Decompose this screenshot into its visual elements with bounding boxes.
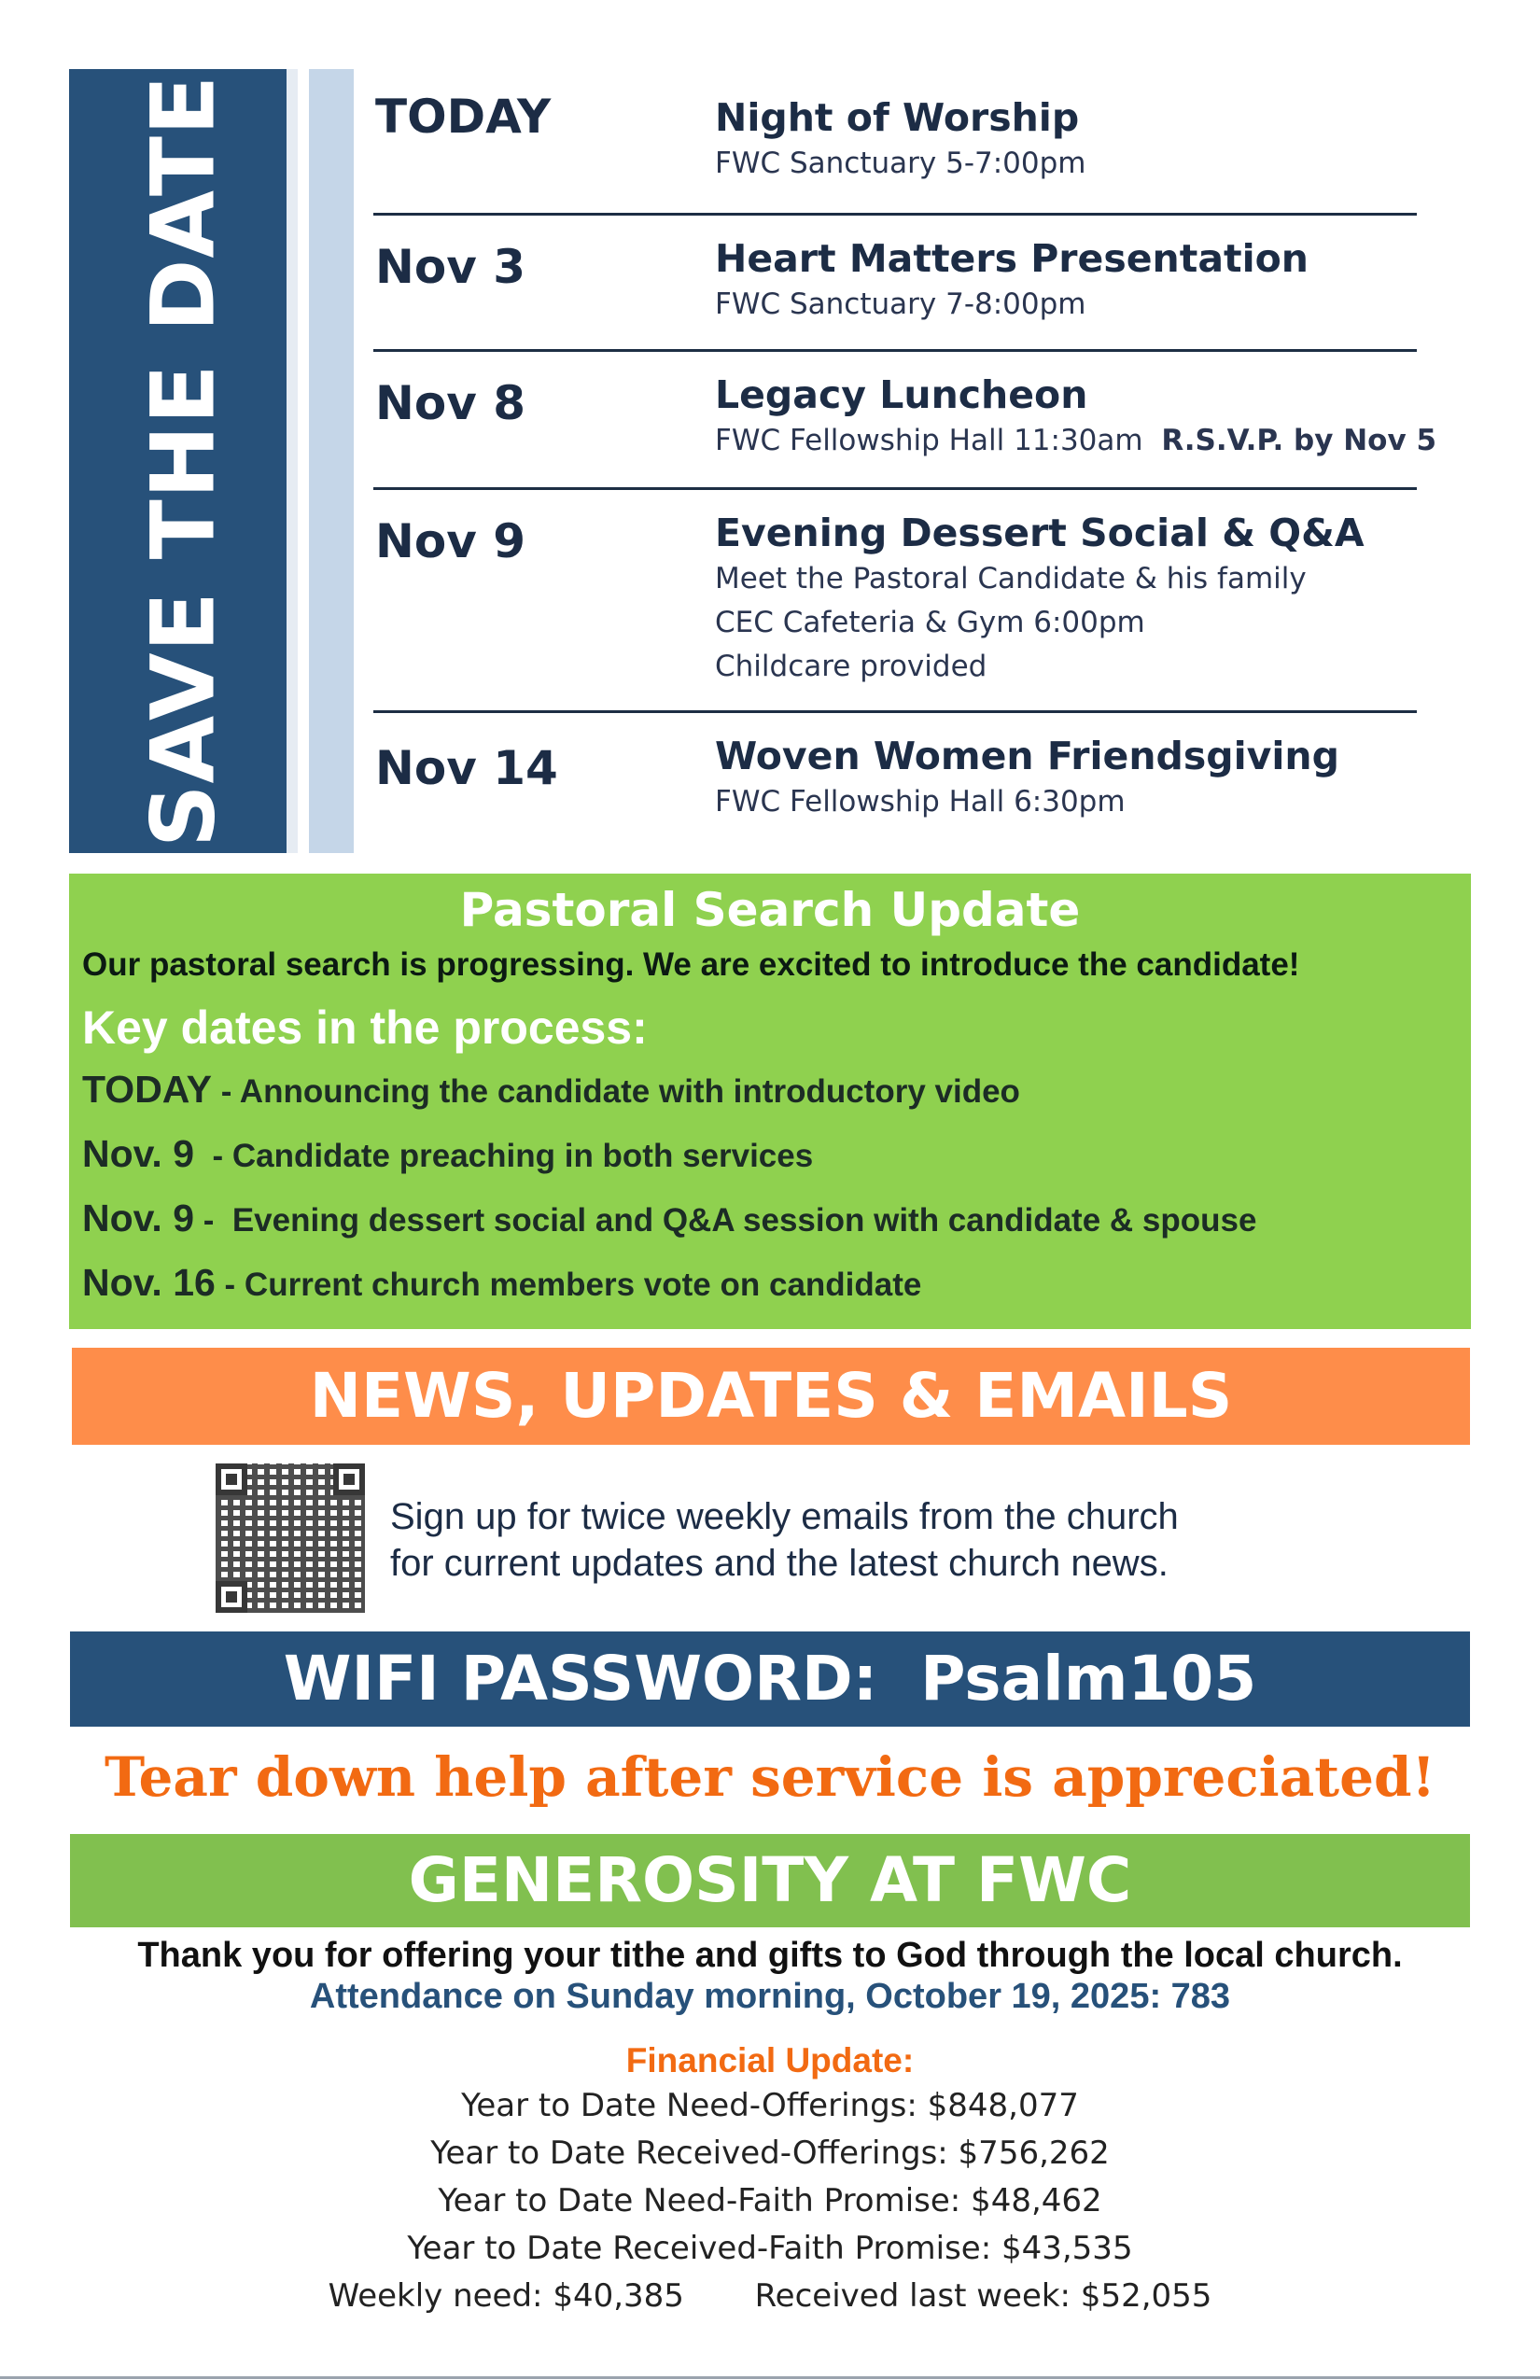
email-signup-text xyxy=(390,1493,1179,1587)
financial-line: Year to Date Received-Offerings: $756,262 xyxy=(430,2135,1110,2172)
attendance-count: Attendance on Sunday morning, October 19, 2025: 783 xyxy=(309,1977,1231,2016)
key-date-text: - Announcing the candidate with introductory video xyxy=(212,1073,1020,1110)
pastoral-search-title: Pastoral Search Update xyxy=(459,883,1081,937)
event-detail: FWC Sanctuary 5-7:00pm xyxy=(715,147,1086,180)
qr-code-icon[interactable] xyxy=(216,1463,365,1613)
key-date-item xyxy=(82,1068,1020,1112)
event-title: Legacy Luncheon xyxy=(715,372,1088,417)
event-row-nov-3 xyxy=(373,216,1417,352)
qr-finder-icon xyxy=(216,1581,247,1613)
qr-finder-icon xyxy=(216,1463,247,1495)
generosity-thanks: Thank you for offering your tithe and gifts to God through the local church. xyxy=(137,1936,1403,1975)
save-the-date-title: SAVE THE DATE xyxy=(133,74,235,848)
key-date-text: - Candidate preaching in both services xyxy=(194,1138,814,1174)
event-row-nov-14 xyxy=(373,713,1417,853)
save-the-date-stripe xyxy=(309,69,354,853)
event-row-today xyxy=(373,69,1417,216)
event-detail: Meet the Pastoral Candidate & his family xyxy=(715,562,1307,595)
key-dates-heading: Key dates in the process: xyxy=(82,1001,648,1054)
event-rsvp-note: R.S.V.P. by Nov 5 xyxy=(1161,424,1437,457)
pastoral-search-section xyxy=(69,874,1471,1329)
event-row-nov-9 xyxy=(373,490,1417,713)
key-date: Nov. 9 xyxy=(82,1197,194,1239)
bottom-divider xyxy=(0,2376,1540,2379)
event-detail: Childcare provided xyxy=(715,650,987,683)
event-date: Nov 9 xyxy=(375,514,525,568)
event-detail-location: FWC Fellowship Hall 11:30am xyxy=(715,424,1143,457)
event-date: Nov 3 xyxy=(375,240,525,294)
event-row-nov-8 xyxy=(373,352,1437,490)
email-signup-line: for current updates and the latest church news. xyxy=(390,1543,1169,1584)
pastoral-search-intro: Our pastoral search is progressing. We are excited to introduce the candidate! xyxy=(82,946,1300,983)
event-date: Nov 14 xyxy=(375,741,558,795)
event-title: Night of Worship xyxy=(715,95,1080,140)
key-date-text: - Evening dessert social and Q&A session with candidate & spouse xyxy=(194,1202,1257,1239)
key-date-item xyxy=(82,1132,813,1176)
event-detail: FWC Fellowship Hall 6:30pm xyxy=(715,785,1126,819)
key-date: Nov. 9 xyxy=(82,1132,194,1175)
wifi-password: WIFI PASSWORD: Psalm105 xyxy=(283,1643,1257,1715)
weekly-need: Weekly need: $40,385 xyxy=(328,2277,684,2315)
email-signup-line: Sign up for twice weekly emails from the church xyxy=(390,1496,1179,1537)
news-heading: NEWS, UPDATES & EMAILS xyxy=(309,1360,1233,1432)
key-date: Nov. 16 xyxy=(82,1261,216,1304)
teardown-notice: Tear down help after service is appreciated! xyxy=(104,1745,1435,1809)
event-title: Evening Dessert Social & Q&A xyxy=(715,511,1365,555)
financial-weekly-line xyxy=(0,2277,1540,2315)
generosity-band xyxy=(70,1834,1470,1927)
received-last-week: Received last week: $52,055 xyxy=(754,2277,1212,2315)
qr-finder-icon xyxy=(333,1463,365,1495)
key-date-text: - Current church members vote on candidate xyxy=(215,1267,922,1303)
financial-line: Year to Date Received-Faith Promise: $43,535 xyxy=(407,2230,1133,2267)
event-date: TODAY xyxy=(375,90,552,144)
event-title: Heart Matters Presentation xyxy=(715,236,1309,281)
financial-line: Year to Date Need-Offerings: $848,077 xyxy=(461,2087,1079,2124)
event-detail xyxy=(715,419,1436,463)
event-detail: CEC Cafeteria & Gym 6:00pm xyxy=(715,606,1145,639)
event-detail: FWC Sanctuary 7-8:00pm xyxy=(715,287,1086,321)
generosity-heading: GENEROSITY AT FWC xyxy=(408,1844,1132,1916)
wifi-password-band xyxy=(70,1631,1470,1727)
key-date: TODAY xyxy=(82,1068,212,1111)
news-heading-band xyxy=(72,1348,1470,1445)
financial-update-title: Financial Update: xyxy=(625,2041,915,2079)
key-date-item xyxy=(82,1197,1256,1240)
key-date-item xyxy=(82,1261,921,1305)
event-date: Nov 8 xyxy=(375,376,525,430)
event-title: Woven Women Friendsgiving xyxy=(715,734,1339,778)
financial-line: Year to Date Need-Faith Promise: $48,462 xyxy=(438,2182,1102,2219)
